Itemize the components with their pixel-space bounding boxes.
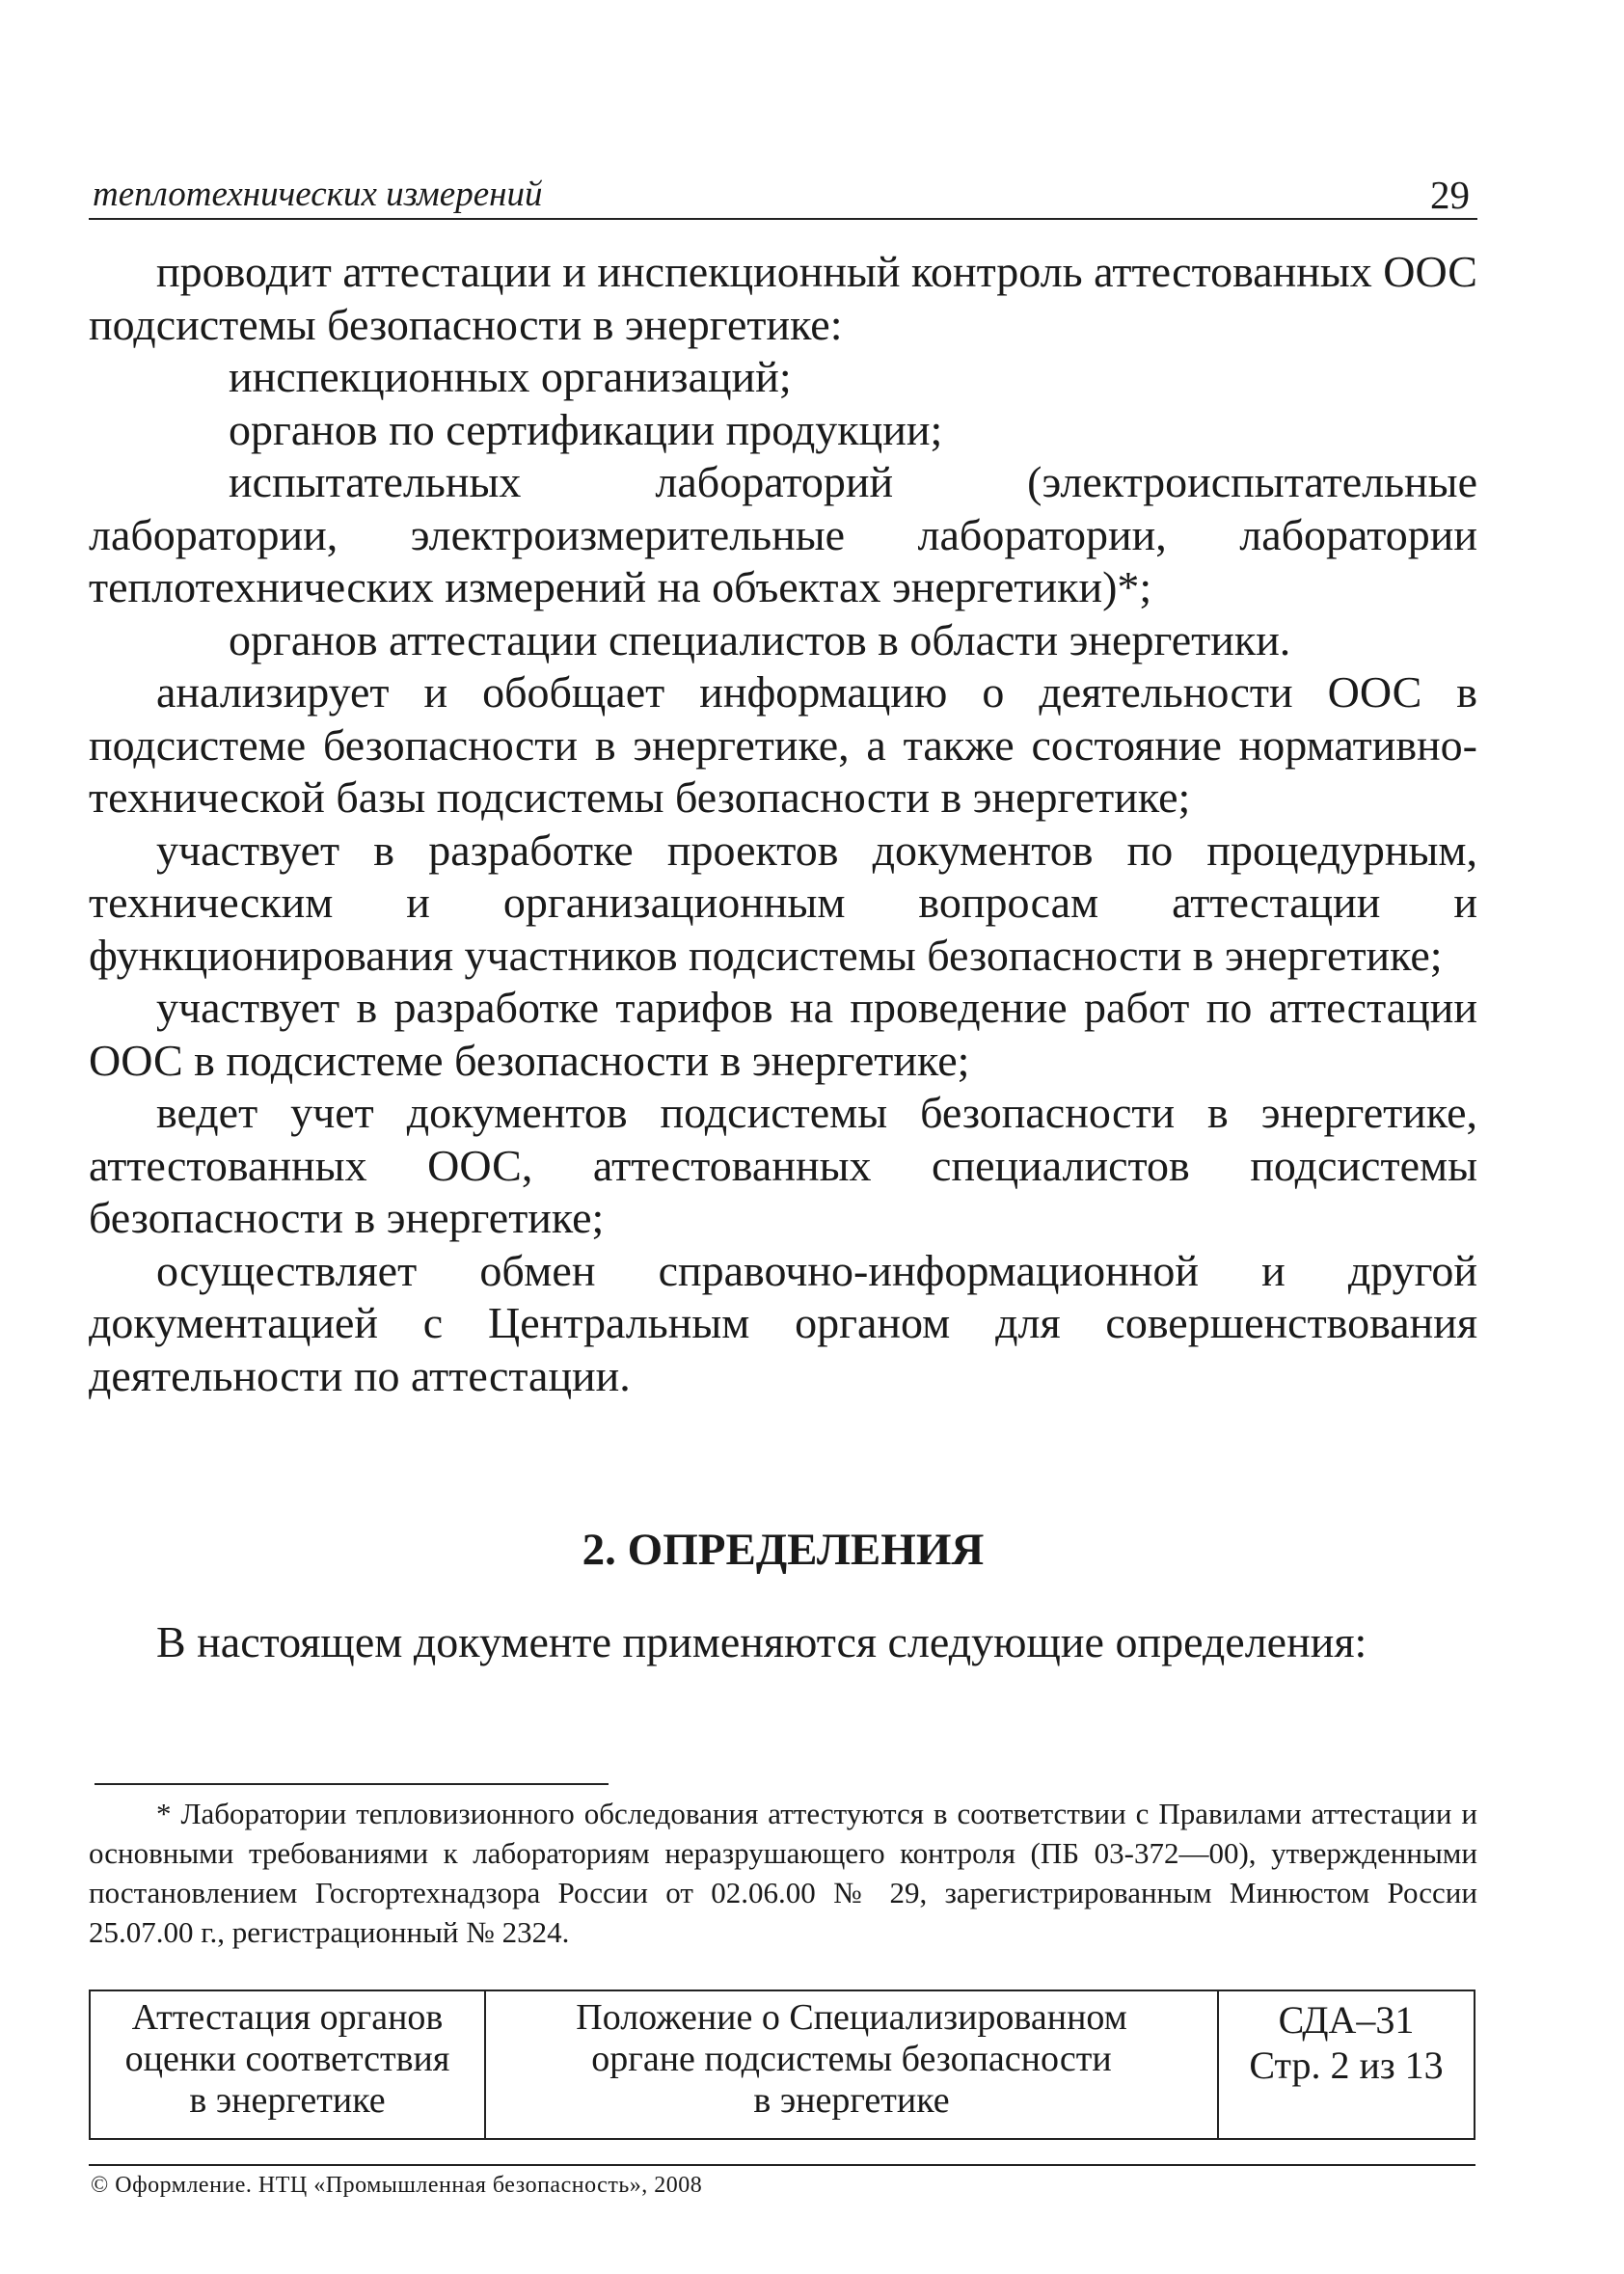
stamp-line: Положение о Специализированном — [576, 1997, 1127, 2038]
list-item-certification: органов по сертификации продукции; — [229, 404, 943, 454]
paragraph-analysis: анализирует и обобщает информацию о деятельности ООС в подсистеме безопасности в энергетике, а также состояние нормативно-технической базы подсистемы безопасности в энергетике; — [89, 667, 1477, 822]
page-counter: Стр. 2 из 13 — [1249, 2044, 1444, 2087]
footnote-divider — [95, 1783, 609, 1785]
document-code: СДА–31 — [1278, 1998, 1415, 2042]
paragraph-tariffs: участвует в разработке тарифов на проведение работ по аттестации ООС в подсистеме безопасности в энергетике; — [89, 983, 1477, 1085]
paragraph-records: ведет учет документов подсистемы безопасности в энергетике, аттестованных ООС, аттестованных специалистов подсистемы безопасности в энергетике; — [89, 1088, 1477, 1242]
running-title: теплотехнических измерений — [93, 175, 543, 214]
section-heading: 2. ОПРЕДЕЛЕНИЯ — [582, 1525, 985, 1575]
paragraph-documents: участвует в разработке проектов документов по процедурным, техническим и организационным вопросам аттестации и функционирования участников подсистемы безопасности в энергетике; — [89, 825, 1477, 980]
stamp-line: в энергетике — [189, 2080, 386, 2121]
stamp-cell-code — [1219, 1991, 1474, 2138]
footnote — [89, 1794, 1477, 1952]
list-item-inspection: инспекционных организаций; — [229, 352, 792, 401]
copyright-notice: © Оформление. НТЦ «Промышленная безопасность», 2008 — [91, 2173, 703, 2198]
definitions-intro — [89, 1615, 1477, 1669]
footnote-text: * Лаборатории тепловизионного обследования аттестуются в соответствии с Правилами аттестации и основными требованиями к лабораториям неразрушающего контроля (ПБ 03-372—00), утвержденными постановлением Госгортехнадзора России от 02.06.00 № 29, зарегистрированным Минюстом России 25.07.00 г., регистрационный № 2324. — [89, 1797, 1477, 1949]
footer-divider — [89, 2164, 1475, 2166]
running-header — [89, 172, 1477, 220]
stamp-line: Аттестация органов — [131, 1997, 444, 2038]
main-text — [89, 246, 1477, 1402]
paragraph-attestation: проводит аттестации и инспекционный контроль аттестованных ООС подсистемы безопасности в энергетике: — [89, 247, 1477, 349]
list-item-specialists: органов аттестации специалистов в области энергетики. — [229, 614, 1291, 664]
stamp-cell-title — [486, 1991, 1219, 2138]
paragraph-exchange: осуществляет обмен справочно-информационной и другой документацией с Центральным органом для совершенствования деятельности по аттестации. — [89, 1245, 1477, 1400]
document-stamp-table — [89, 1990, 1475, 2140]
list-item-laboratories: испытательных лабораторий (электроиспытательные лаборатории, электроизмерительные лаборатории, лаборатории теплотехнических измерений на объектах энергетики)*; — [89, 457, 1477, 611]
stamp-cell-subject — [91, 1991, 486, 2138]
stamp-line: в энергетике — [753, 2080, 950, 2121]
stamp-line: органе подсистемы безопасности — [591, 2039, 1112, 2079]
page-number: 29 — [1430, 173, 1470, 217]
stamp-line: оценки соответствия — [124, 2039, 450, 2079]
definitions-intro-text: В настоящем документе применяются следующие определения: — [156, 1617, 1367, 1666]
